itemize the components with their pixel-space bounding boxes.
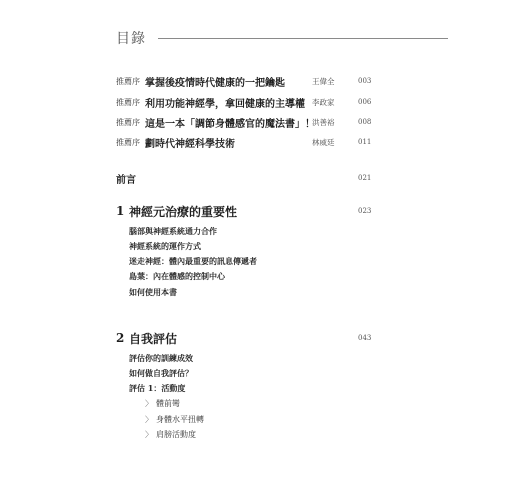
toc-chapter-1[interactable] bbox=[116, 202, 372, 220]
chevron-right-icon: 〉 bbox=[145, 399, 153, 408]
toc-subsection-label: 身體水平扭轉 bbox=[156, 415, 204, 424]
toc-entry-preface-4[interactable] bbox=[116, 134, 372, 150]
page-number: 043 bbox=[358, 334, 372, 342]
toc-subsection-label: 體前彎 bbox=[156, 399, 180, 408]
preface-tag: 推薦序 bbox=[116, 137, 140, 147]
toc-section[interactable]: 神經系統的運作方式 bbox=[129, 241, 201, 251]
preface-tag: 推薦序 bbox=[116, 97, 140, 107]
toc-entry-preface-3[interactable] bbox=[116, 114, 372, 130]
toc-chapter-2[interactable] bbox=[116, 329, 372, 347]
page-number: 011 bbox=[358, 138, 372, 146]
preface-title: 這是一本「調節身體感官的魔法書」！ bbox=[145, 118, 315, 130]
toc-section[interactable]: 迷走神經：體內最重要的訊息傳遞者 bbox=[129, 256, 257, 266]
toc-section[interactable]: 評估你的訓練成效 bbox=[129, 353, 193, 363]
toc-section[interactable]: 評估 1：活動度 bbox=[129, 383, 186, 393]
toc-section[interactable]: 腦部與神經系統通力合作 bbox=[129, 226, 217, 236]
chapter-title: 自我評估 bbox=[129, 331, 178, 346]
preface-author: 洪善裕 bbox=[312, 117, 335, 127]
preface-title: 掌握後疫情時代健康的一把鑰匙 bbox=[145, 77, 285, 89]
toc-section[interactable]: 島葉：內在體感的控制中心 bbox=[129, 271, 225, 281]
chapter-title: 神經元治療的重要性 bbox=[129, 204, 238, 219]
preface-author: 李政家 bbox=[312, 97, 335, 107]
chevron-right-icon: 〉 bbox=[145, 415, 153, 424]
page-number: 021 bbox=[358, 174, 372, 182]
toc-subsection[interactable] bbox=[145, 429, 196, 441]
page-title: 目錄 bbox=[116, 31, 146, 47]
toc-header bbox=[116, 28, 448, 48]
toc-section[interactable]: 如何做自我評估？ bbox=[129, 368, 193, 378]
chapter-number: 1 bbox=[116, 204, 125, 218]
page-number: 023 bbox=[358, 207, 372, 215]
toc-subsection-label: 肩膀活動度 bbox=[156, 430, 196, 439]
toc-subsection[interactable] bbox=[145, 414, 204, 426]
preface-tag: 推薦序 bbox=[116, 117, 140, 127]
toc-entry-preface-2[interactable] bbox=[116, 94, 372, 110]
toc-section[interactable]: 如何使用本書 bbox=[129, 287, 177, 297]
intro-title: 前言 bbox=[116, 174, 136, 186]
header-divider bbox=[158, 38, 448, 39]
preface-tag: 推薦序 bbox=[116, 76, 140, 86]
preface-title: 利用功能神經學，拿回健康的主導權 bbox=[145, 98, 305, 110]
preface-title: 劃時代神經科學技術 bbox=[145, 138, 235, 150]
page-number: 003 bbox=[358, 77, 372, 85]
page-number: 006 bbox=[358, 98, 372, 106]
toc-entry-preface-1[interactable] bbox=[116, 73, 372, 89]
chevron-right-icon: 〉 bbox=[145, 430, 153, 439]
toc-entry-intro[interactable] bbox=[116, 170, 372, 186]
chapter-number: 2 bbox=[116, 331, 125, 345]
preface-author: 林威廷 bbox=[312, 137, 335, 147]
page-number: 008 bbox=[358, 118, 372, 126]
preface-author: 王偉全 bbox=[312, 76, 335, 86]
toc-subsection[interactable] bbox=[145, 398, 180, 410]
